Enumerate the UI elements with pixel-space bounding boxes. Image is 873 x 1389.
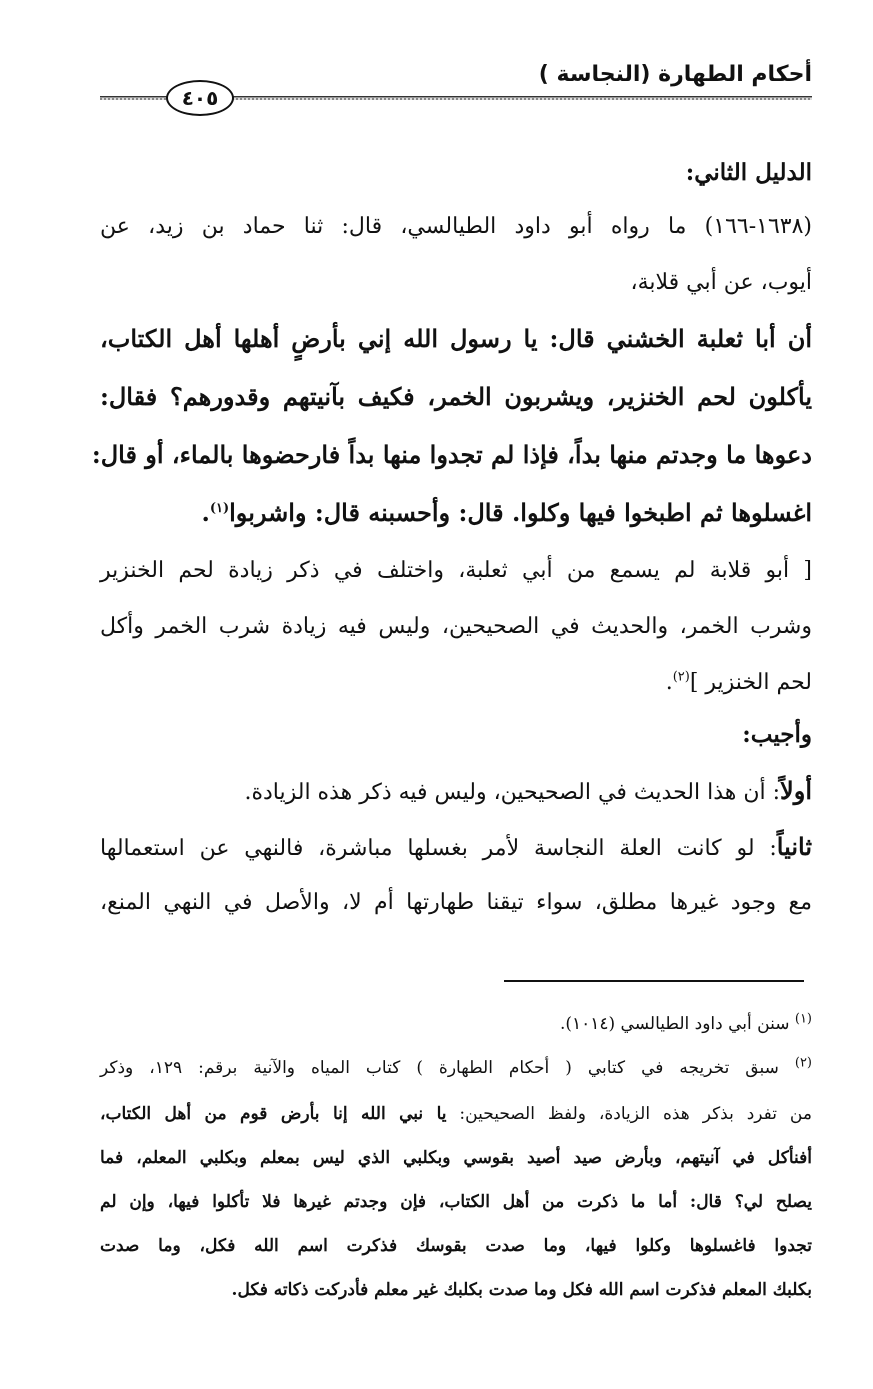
footnote-2-line-1-text: سبق تخريجه في كتابي ( أحكام الطهارة ) كتاب المياه والآنية برقم: ١٢٩، وذكر	[100, 1058, 779, 1078]
answer-first-text: : أن هذا الحديث في الصحيحين، وليس فيه ذكر هذه الزيادة.	[244, 780, 781, 805]
footnote-2-line-2	[100, 1104, 812, 1124]
answer-second-text: : لو كانت العلة النجاسة لأمر بغسلها مباشرة، فالنهي عن استعمالها	[100, 836, 777, 861]
footnote-1	[559, 1011, 812, 1034]
answer-second-line-1	[100, 832, 812, 861]
footnote-2-line-3: أفنأكل في آنيتهم، وبأرض صيد أصيد بقوسي وبكلبي الذي ليس بمعلم وبكلبي المعلم، فما	[100, 1148, 812, 1168]
hadith-line-2: يأكلون لحم الخنزير، ويشربون الخمر، فكيف بآنيتهم وقدورهم؟ فقال:	[100, 382, 812, 411]
footnote-2-line-4: يصلح لي؟ قال: أما ما ذكرت من أهل الكتاب، فإن وجدتم غيرها فلا تأكلوا فيها، وإن لم	[100, 1192, 812, 1212]
isnad-line-1: (١٦٣٨-١٦٦) ما رواه أبو داود الطيالسي، قال: ثنا حماد بن زيد، عن	[100, 214, 812, 239]
grading-line-2: وشرب الخمر، والحديث في الصحيحين، وليس فيه زيادة شرب الخمر وأكل	[100, 614, 812, 639]
answer-first	[244, 776, 812, 805]
footnote-ref-2: (٢)	[672, 669, 690, 685]
answer-first-label: أولاً	[780, 776, 812, 805]
footnote-2-marker: (٢)	[794, 1055, 812, 1071]
footnote-ref-1: (١)	[209, 501, 230, 516]
grading-line-3-text: لحم الخنزير ]	[689, 670, 812, 695]
isnad-line-2: أيوب، عن أبي قلابة،	[630, 270, 812, 295]
grading-line-3	[665, 669, 812, 695]
footnote-2-line-2-plain: من تفرد بذكر هذه الزيادة، ولفظ الصحيحين:	[446, 1104, 812, 1124]
footnote-2-line-2-bold: يا نبي الله إنا بأرض قوم من أهل الكتاب،	[100, 1104, 447, 1124]
hadith-line-1: أن أبا ثعلبة الخشني قال: يا رسول الله إني بأرضٍ أهلها أهل الكتاب،	[100, 324, 812, 353]
hadith-line-4-end: .	[201, 498, 210, 527]
footnote-1-marker: (١)	[794, 1011, 812, 1027]
page-header	[100, 60, 812, 120]
footnote-2-line-6: بكلبك المعلم فذكرت اسم الله فكل وما صدت بكلبك غير معلم فأدركت ذكاته فكل.	[231, 1280, 812, 1300]
footnote-separator	[504, 980, 804, 982]
hadith-line-3: دعوها ما وجدتم منها بداً، فإذا لم تجدوا منها بداً فارحضوها بالماء، أو قال:	[91, 440, 812, 469]
page-number: ٤٠٥	[166, 80, 234, 116]
footnote-1-text: سنن أبي داود الطيالسي (١٠١٤).	[559, 1014, 790, 1034]
answer-second-line-2: مع وجود غيرها مطلق، سواء تيقنا طهارتها أم لا، والأصل في النهي المنع،	[100, 890, 812, 915]
answer-heading: وأجيب:	[742, 721, 812, 748]
book-title: أحكام الطهارة (النجاسة )	[538, 62, 812, 87]
grading-line-1: [ أبو قلابة لم يسمع من أبي ثعلبة، واختلف في ذكر زيادة لحم الخنزير	[100, 558, 812, 583]
answer-second-label: ثانياً	[776, 832, 812, 861]
hadith-line-4-text: اغسلوها ثم اطبخوا فيها وكلوا. قال: وأحسبنه قال: واشربوا	[229, 498, 812, 527]
footnote-2-line-5: تجدوا فاغسلوها وكلوا فيها، وما صدت بقوسك فذكرت اسم الله فكل، وما صدت	[100, 1236, 812, 1256]
grading-line-3-end: .	[665, 670, 673, 695]
footnote-2-line-1	[100, 1055, 812, 1078]
hadith-line-4	[201, 498, 812, 527]
section-heading: الدليل الثاني:	[685, 159, 812, 186]
